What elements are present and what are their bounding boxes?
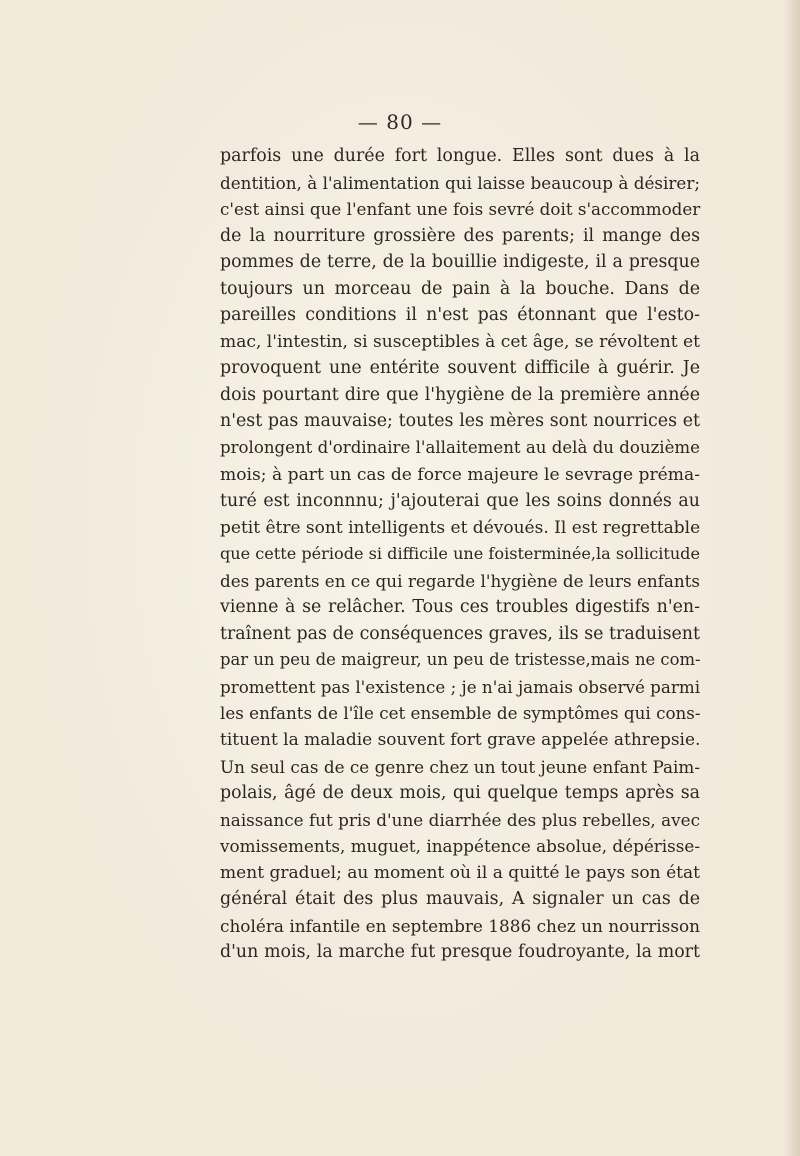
text-line: pareilles conditions il n'est pas étonnant que l'esto- — [220, 305, 700, 326]
text-line: ment graduel; au moment où il a quitté le pays son état — [220, 862, 700, 883]
text-line: parfois une durée fort longue. Elles sont dues à la — [220, 146, 700, 166]
text-line: par un peu de maigreur, un peu de tristesse,mais ne com- — [220, 650, 701, 670]
text-line: les enfants de l'île cet ensemble de symptômes qui cons- — [220, 703, 701, 724]
text-line: promettent pas l'existence ; je n'ai jamais observé parmi — [220, 676, 701, 697]
body-paragraph — [220, 143, 700, 966]
text-line: général était des plus mauvais, A signaler un cas de — [220, 889, 700, 910]
text-line: polais, âgé de deux mois, qui quelque temps après sa — [220, 783, 700, 804]
text-line: d'un mois, la marche fut presque foudroyante, la mort — [220, 942, 700, 963]
text-line: turé est inconnnu; j'ajouterai que les soins donnés au — [220, 491, 700, 512]
text-line: que cette période si difficile une foisterminée,la sollicitude — [220, 544, 700, 564]
text-line: de la nourriture grossière des parents; il mange des — [220, 225, 700, 246]
text-line: choléra infantile en septembre 1886 chez un nourrisson — [220, 915, 700, 936]
text-line: pommes de terre, de la bouillie indigeste, il a presque — [220, 252, 700, 273]
text-line: vomissements, muguet, inappétence absolue, dépérisse- — [220, 836, 700, 857]
text-line: tituent la maladie souvent fort grave appelée athrepsie. — [220, 730, 701, 751]
text-line: toujours un morceau de pain à la bouche. Dans de — [220, 278, 700, 299]
text-line: dois pourtant dire que l'hygiène de la première année — [220, 384, 700, 405]
page-number: — 80 — — [357, 110, 443, 134]
text-line: petit être sont intelligents et dévoués. Il est regrettable — [220, 517, 701, 538]
page-edge-shadow — [784, 0, 800, 1156]
text-line: naissance fut pris d'une diarrhée des plus rebelles, avec — [220, 809, 700, 830]
text-line: dentition, à l'alimentation qui laisse beaucoup à désirer; — [220, 172, 700, 193]
text-line: des parents en ce qui regarde l'hygiène de leurs enfants — [220, 570, 700, 591]
text-line: c'est ainsi que l'enfant une fois sevré doit s'accommoder — [220, 199, 701, 220]
text-line: prolongent d'ordinaire l'allaitement au delà du douzième — [220, 438, 700, 458]
text-line: mac, l'intestin, si susceptibles à cet âge, se révoltent et — [220, 331, 700, 352]
text-line: provoquent une entérite souvent difficile à guérir. Je — [220, 358, 700, 379]
text-line: vienne à se relâcher. Tous ces troubles digestifs n'en- — [220, 597, 700, 618]
text-line: traînent pas de conséquences graves, ils se traduisent — [220, 623, 700, 644]
text-line: Un seul cas de ce genre chez un tout jeune enfant Paim- — [220, 756, 700, 777]
text-line: mois; à part un cas de force majeure le sevrage préma- — [220, 464, 700, 485]
text-line: n'est pas mauvaise; toutes les mères sont nourrices et — [220, 411, 700, 432]
